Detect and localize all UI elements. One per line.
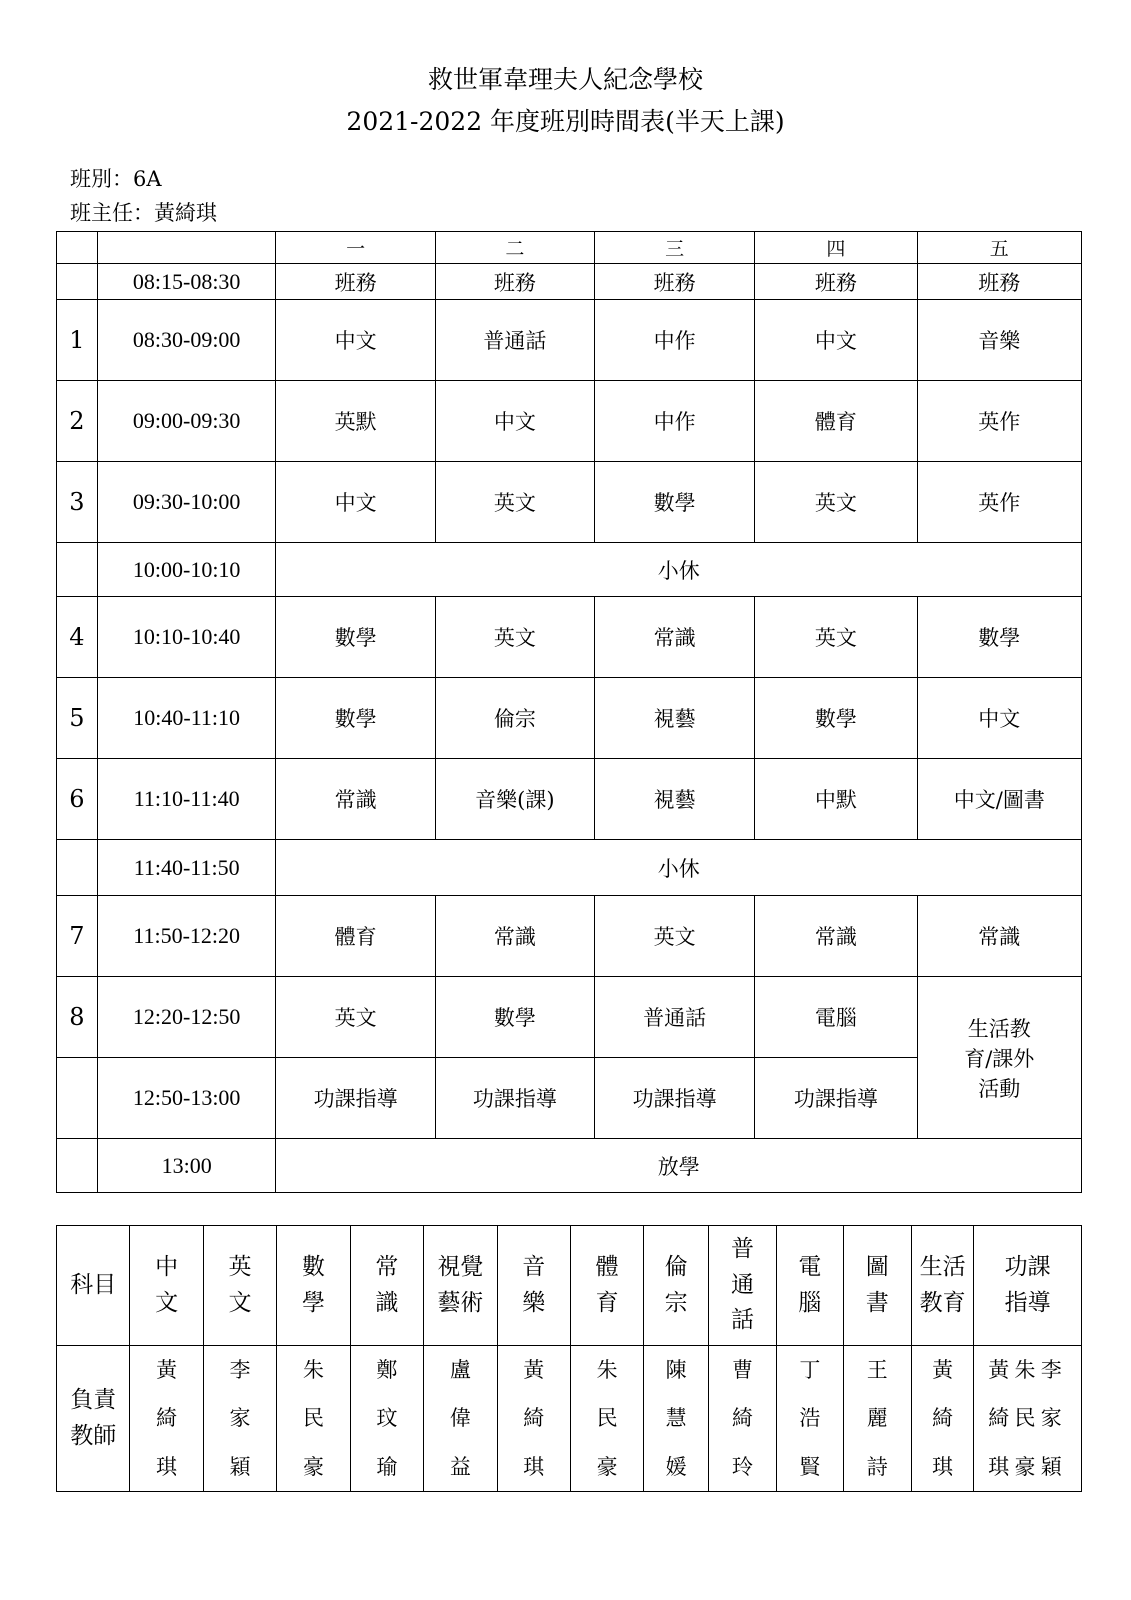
subject-cell: 常識 (435, 896, 594, 977)
teacher-name: 黃朱李綺民家琪豪穎 (988, 1358, 1067, 1479)
subject-cell: 中文/圖書 (917, 759, 1081, 840)
teacher-name: 陳慧媛 (665, 1358, 691, 1479)
subject-cell: 常識 (594, 597, 754, 678)
timetable-row (57, 759, 1082, 840)
teacher-name-cell (424, 1346, 497, 1492)
subject-name: 倫宗 (664, 1253, 688, 1316)
subject-cell: 英文 (276, 977, 435, 1058)
subject-cell: 英文 (755, 462, 917, 543)
recess-row (57, 840, 1082, 896)
subject-cell: 數學 (917, 597, 1081, 678)
subject-cell: 中作 (594, 381, 754, 462)
teacher-header-cell (57, 1346, 130, 1492)
subject-cell: 中文 (755, 300, 917, 381)
teacher-name: 朱民豪 (596, 1358, 622, 1479)
timetable-row (57, 678, 1082, 759)
subject-teacher-table (56, 1225, 1082, 1492)
period-number: 2 (57, 381, 98, 462)
subject-name: 視覺藝術 (437, 1253, 484, 1316)
subject-cell: 視藝 (594, 678, 754, 759)
subject-cell: 視藝 (594, 759, 754, 840)
time-slot: 11:50-12:20 (97, 896, 276, 977)
period-number (57, 264, 98, 300)
teacher-name: 盧偉益 (449, 1358, 476, 1479)
subject-name-cell (424, 1226, 497, 1346)
subject-cell: 班務 (594, 264, 754, 300)
teacher-name: 丁浩賢 (799, 1358, 825, 1479)
timetable-row (57, 300, 1082, 381)
subject-name-cell (644, 1226, 708, 1346)
time-slot: 11:40-11:50 (97, 840, 276, 896)
subject-cell: 數學 (276, 678, 435, 759)
day-header: 三 (594, 232, 754, 264)
school-name: 救世軍韋理夫人紀念學校 (427, 65, 703, 94)
subject-name-cell (130, 1226, 203, 1346)
subject-name: 音樂 (522, 1253, 546, 1316)
teacher-name-cell (277, 1346, 350, 1492)
dismissal-cell: 放學 (276, 1139, 1082, 1193)
subject-name: 中文 (155, 1253, 179, 1316)
timetable-row (57, 462, 1082, 543)
subject-cell: 英文 (594, 896, 754, 977)
subject-cell: 英作 (917, 462, 1081, 543)
subject-name-cell (277, 1226, 350, 1346)
subject-name: 生活教育 (919, 1253, 966, 1316)
time-slot: 09:00-09:30 (97, 381, 276, 462)
period-number: 6 (57, 759, 98, 840)
timetable-row (57, 597, 1082, 678)
period-number: 7 (57, 896, 98, 977)
subject-cell: 功課指導 (435, 1058, 594, 1139)
timetable-title: 2021-2022 年度班別時間表(半天上課) (346, 107, 785, 136)
subject-cell: 常識 (917, 896, 1081, 977)
teacher-name-cell (130, 1346, 203, 1492)
subject-name: 英文 (228, 1253, 252, 1316)
friday-activity-cell (917, 977, 1081, 1139)
subject-cell: 班務 (755, 264, 917, 300)
subject-cell: 英作 (917, 381, 1081, 462)
timetable-row (57, 896, 1082, 977)
subject-name: 常識 (375, 1253, 399, 1316)
period-number (57, 840, 98, 896)
subject-cell: 普通話 (594, 977, 754, 1058)
teacher-name-cell (203, 1346, 276, 1492)
teacher-name-cell (777, 1346, 843, 1492)
subject-cell: 音樂 (917, 300, 1081, 381)
teacher-name-cell (708, 1346, 776, 1492)
subject-cell: 功課指導 (594, 1058, 754, 1139)
time-slot: 11:10-11:40 (97, 759, 276, 840)
subject-cell: 常識 (276, 759, 435, 840)
time-slot: 12:50-13:00 (97, 1058, 276, 1139)
subject-name-cell (497, 1226, 570, 1346)
period-number: 1 (57, 300, 98, 381)
subject-cell: 中作 (594, 300, 754, 381)
subject-cell: 中文 (276, 300, 435, 381)
teacher-name-cell (911, 1346, 973, 1492)
timetable-row (57, 381, 1082, 462)
subject-cell: 功課指導 (755, 1058, 917, 1139)
subject-cell: 中文 (917, 678, 1081, 759)
subject-cell: 英默 (276, 381, 435, 462)
subject-cell: 英文 (435, 462, 594, 543)
subject-cell: 中默 (755, 759, 917, 840)
teacher-name: 黃綺琪 (523, 1358, 549, 1479)
subject-name-cell (843, 1226, 911, 1346)
subject-name: 電腦 (798, 1253, 822, 1316)
timetable-row (57, 264, 1082, 300)
teacher-name: 李家穎 (229, 1358, 255, 1479)
subject-name-cell (911, 1226, 973, 1346)
subject-cell: 功課指導 (276, 1058, 435, 1139)
class-teacher-label: 班主任：黃綺琪 (70, 201, 217, 225)
subject-cell: 數學 (755, 678, 917, 759)
corner-cell (57, 232, 98, 264)
time-slot: 09:30-10:00 (97, 462, 276, 543)
subject-header: 科目 (70, 1271, 117, 1298)
subject-name-cell (203, 1226, 276, 1346)
subject-cell: 數學 (276, 597, 435, 678)
subject-cell: 體育 (755, 381, 917, 462)
period-number (57, 1058, 98, 1139)
day-header: 五 (917, 232, 1081, 264)
period-number: 4 (57, 597, 98, 678)
teacher-name-cell (644, 1346, 708, 1492)
time-slot: 10:00-10:10 (97, 543, 276, 597)
subject-name: 普通話 (730, 1236, 754, 1334)
class-timetable (56, 231, 1082, 1193)
time-header-cell (97, 232, 276, 264)
recess-row (57, 543, 1082, 597)
teacher-name-cell (350, 1346, 423, 1492)
day-header: 四 (755, 232, 917, 264)
period-number: 8 (57, 977, 98, 1058)
subject-cell: 班務 (276, 264, 435, 300)
subject-cell: 數學 (594, 462, 754, 543)
teacher-name: 王麗詩 (866, 1358, 892, 1479)
dismissal-row (57, 1139, 1082, 1193)
teacher-name-cell (843, 1346, 911, 1492)
day-header-row (57, 232, 1082, 264)
time-slot: 10:10-10:40 (97, 597, 276, 678)
teacher-header: 負責教師 (70, 1386, 117, 1450)
teacher-name: 曹綺玲 (731, 1358, 758, 1479)
teacher-name: 朱民豪 (302, 1358, 329, 1479)
teacher-name-cell (570, 1346, 643, 1492)
day-header: 二 (435, 232, 594, 264)
subject-cell: 班務 (917, 264, 1081, 300)
subject-cell: 數學 (435, 977, 594, 1058)
subject-name-cell (777, 1226, 843, 1346)
subject-cell: 常識 (755, 896, 917, 977)
subject-name: 功課指導 (1004, 1253, 1051, 1316)
subject-name: 圖書 (865, 1253, 889, 1316)
subject-cell: 音樂(課) (435, 759, 594, 840)
subject-cell: 中文 (276, 462, 435, 543)
time-slot: 12:20-12:50 (97, 977, 276, 1058)
subject-name: 數學 (301, 1253, 325, 1316)
subject-cell: 英文 (435, 597, 594, 678)
teacher-name-cell (497, 1346, 570, 1492)
teacher-name: 黃綺琪 (156, 1358, 182, 1479)
subject-name-cell (350, 1226, 423, 1346)
period-number: 5 (57, 678, 98, 759)
subject-cell: 倫宗 (435, 678, 594, 759)
subject-name-cell (570, 1226, 643, 1346)
time-slot: 10:40-11:10 (97, 678, 276, 759)
teacher-name: 鄭玟瑜 (376, 1358, 402, 1479)
subject-row (57, 1226, 1082, 1346)
subject-cell: 電腦 (755, 977, 917, 1058)
recess-cell: 小休 (276, 543, 1082, 597)
teacher-row (57, 1346, 1082, 1492)
subject-name-cell (708, 1226, 776, 1346)
period-number (57, 543, 98, 597)
teacher-name-cell (974, 1346, 1082, 1492)
subject-name: 體育 (595, 1253, 619, 1316)
time-slot: 08:30-09:00 (97, 300, 276, 381)
recess-cell: 小休 (276, 840, 1082, 896)
friday-activity-text: 生活教育/課外活動 (964, 1016, 1035, 1101)
teacher-name: 黃綺琪 (932, 1358, 958, 1479)
time-slot: 13:00 (97, 1139, 276, 1193)
period-number (57, 1139, 98, 1193)
subject-cell: 中文 (435, 381, 594, 462)
day-header: 一 (276, 232, 435, 264)
subject-cell: 班務 (435, 264, 594, 300)
subject-cell: 普通話 (435, 300, 594, 381)
timetable-row (57, 977, 1082, 1058)
time-slot: 08:15-08:30 (97, 264, 276, 300)
subject-cell: 英文 (755, 597, 917, 678)
subject-name-cell (974, 1226, 1082, 1346)
period-number: 3 (57, 462, 98, 543)
subject-cell: 體育 (276, 896, 435, 977)
subject-header-cell (57, 1226, 130, 1346)
class-label: 班別：6A (70, 167, 162, 191)
